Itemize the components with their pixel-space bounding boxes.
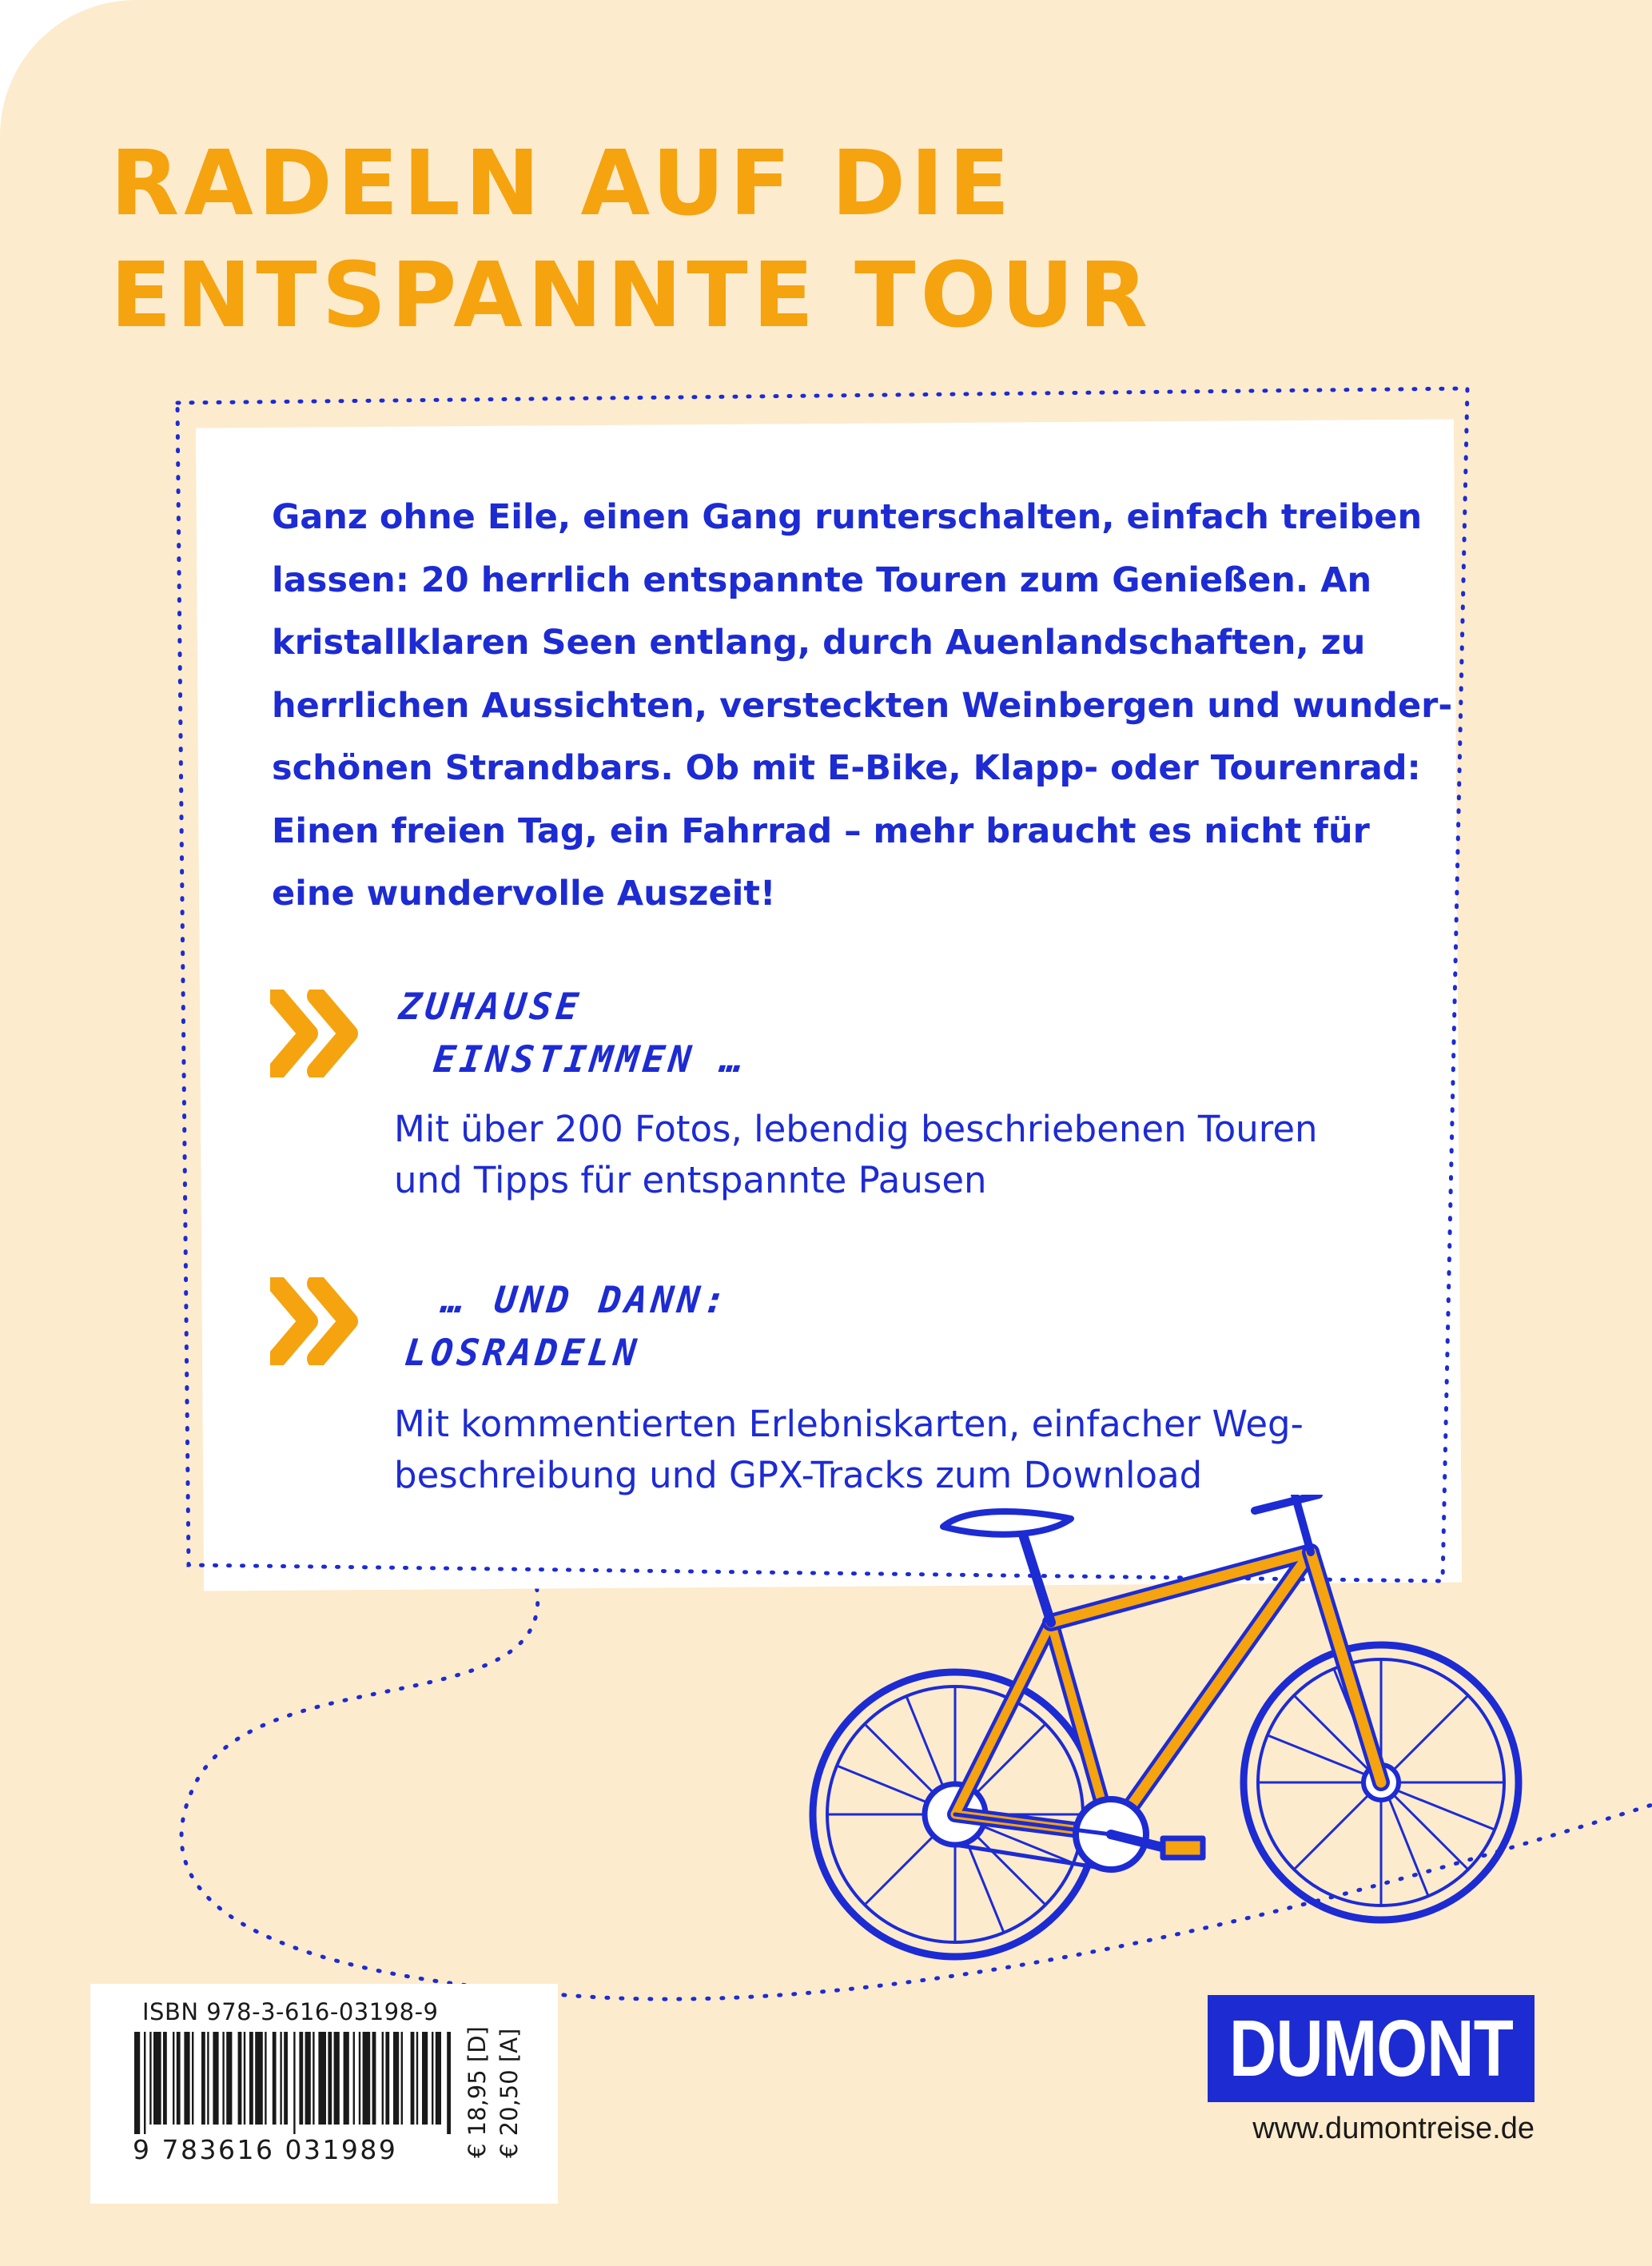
barcode-bar bbox=[436, 2032, 441, 2125]
feature-text-prepare bbox=[394, 1104, 1318, 1206]
feature-text-line: Mit kommentierten Erlebniskarten, einfacher Weg- bbox=[394, 1403, 1304, 1445]
barcode-bar bbox=[149, 2032, 151, 2125]
intro-line: Einen freien Tag, ein Fahrrad – mehr braucht es nicht für bbox=[272, 810, 1370, 851]
feature-title-line: EINSTIMMEN … bbox=[431, 1037, 750, 1081]
headline-line-2: ENTSPANNTE TOUR bbox=[110, 244, 1152, 348]
barcode-bar bbox=[401, 2032, 403, 2125]
barcode-bar bbox=[447, 2032, 451, 2134]
intro-line: eine wundervolle Auszeit! bbox=[272, 874, 776, 914]
barcode-bar bbox=[238, 2032, 242, 2125]
barcode-bar bbox=[144, 2032, 145, 2134]
double-chevron-icon bbox=[270, 990, 366, 1077]
barcode-bar bbox=[328, 2032, 332, 2125]
ean-digits: 9 783616 031989 bbox=[133, 2134, 398, 2165]
barcode-bar bbox=[255, 2032, 263, 2125]
feature-title-line: LOSRADELN bbox=[402, 1331, 643, 1374]
intro-line: Ganz ohne Eile, einen Gang runterschalten, einfach treiben bbox=[272, 497, 1423, 537]
barcode-bar bbox=[201, 2032, 205, 2125]
barcode-bar bbox=[177, 2032, 181, 2125]
publisher-url[interactable]: www.dumontreise.de bbox=[1252, 2112, 1535, 2145]
barcode-bar bbox=[280, 2032, 281, 2125]
barcode-bar bbox=[163, 2032, 167, 2125]
barcode-bar bbox=[249, 2032, 253, 2125]
barcode-bar bbox=[305, 2032, 311, 2125]
barcode-bar bbox=[153, 2032, 161, 2125]
barcode-bar bbox=[207, 2032, 209, 2125]
barcode-bar bbox=[299, 2032, 303, 2125]
feature-title-ride bbox=[402, 1273, 733, 1379]
publisher-logo-text: DUMONT bbox=[1229, 2003, 1513, 2093]
barcode-bar bbox=[416, 2032, 418, 2125]
barcode-bar bbox=[411, 2032, 415, 2125]
barcode-bar bbox=[265, 2032, 266, 2125]
barcode-bar bbox=[222, 2032, 224, 2125]
headline-line-1: RADELN AUF DIE bbox=[110, 132, 1015, 236]
intro-line: kristallklaren Seen entlang, durch Auenlandschaften, zu bbox=[272, 623, 1366, 663]
bicycle-illustration-icon bbox=[807, 1495, 1527, 2006]
barcode-bar bbox=[273, 2032, 277, 2125]
barcode-icon bbox=[134, 2032, 454, 2134]
intro-line: schönen Strandbars. Ob mit E-Bike, Klapp- oder Tourenrad: bbox=[272, 748, 1421, 788]
intro-line: lassen: 20 herrlich entspannte Touren zum Genießen. An bbox=[272, 560, 1372, 600]
barcode-bar bbox=[213, 2032, 218, 2125]
barcode-bar bbox=[312, 2032, 314, 2125]
feature-title-prepare bbox=[391, 980, 755, 1085]
barcode-bar bbox=[353, 2032, 355, 2125]
price-austria: € 20,50 [A] bbox=[496, 2028, 523, 2158]
double-chevron-icon bbox=[270, 1277, 366, 1365]
barcode-bar bbox=[359, 2032, 360, 2125]
intro-line: herrlichen Aussichten, versteckten Weinbergen und wunder- bbox=[272, 685, 1453, 726]
barcode-bar bbox=[334, 2032, 340, 2125]
barcode-bar bbox=[173, 2032, 174, 2125]
feature-title-line: … UND DANN: bbox=[440, 1278, 732, 1321]
barcode-bar bbox=[393, 2032, 399, 2125]
barcode-bar bbox=[192, 2032, 193, 2125]
price-germany: € 18,95 [D] bbox=[464, 2026, 491, 2158]
barcode-bar bbox=[385, 2032, 389, 2125]
isbn-label: ISBN 978-3-616-03198-9 bbox=[142, 1998, 439, 2025]
barcode-bar bbox=[134, 2032, 140, 2134]
barcode-bar bbox=[244, 2032, 245, 2125]
barcode-bar bbox=[184, 2032, 189, 2125]
barcode-bar bbox=[284, 2032, 288, 2125]
feature-text-line: beschreibung und GPX-Tracks zum Download bbox=[394, 1454, 1203, 1496]
intro-paragraph bbox=[272, 486, 1453, 926]
feature-text-line: Mit über 200 Fotos, lebendig beschriebenen Touren bbox=[394, 1108, 1318, 1150]
barcode-bar bbox=[226, 2032, 232, 2125]
publisher-logo bbox=[1208, 1995, 1535, 2102]
barcode-bar bbox=[293, 2032, 295, 2134]
feature-text-line: und Tipps für entspannte Pausen bbox=[394, 1159, 987, 1201]
feature-title-line: ZUHAUSE bbox=[396, 985, 585, 1028]
barcode-bar bbox=[422, 2032, 428, 2125]
barcode-bar bbox=[344, 2032, 349, 2125]
barcode-bar bbox=[318, 2032, 326, 2125]
barcode-bar bbox=[372, 2032, 376, 2125]
barcode-bar bbox=[382, 2032, 384, 2125]
barcode-bar bbox=[363, 2032, 371, 2125]
barcode-bar bbox=[432, 2032, 433, 2125]
feature-text-ride bbox=[394, 1399, 1304, 1501]
